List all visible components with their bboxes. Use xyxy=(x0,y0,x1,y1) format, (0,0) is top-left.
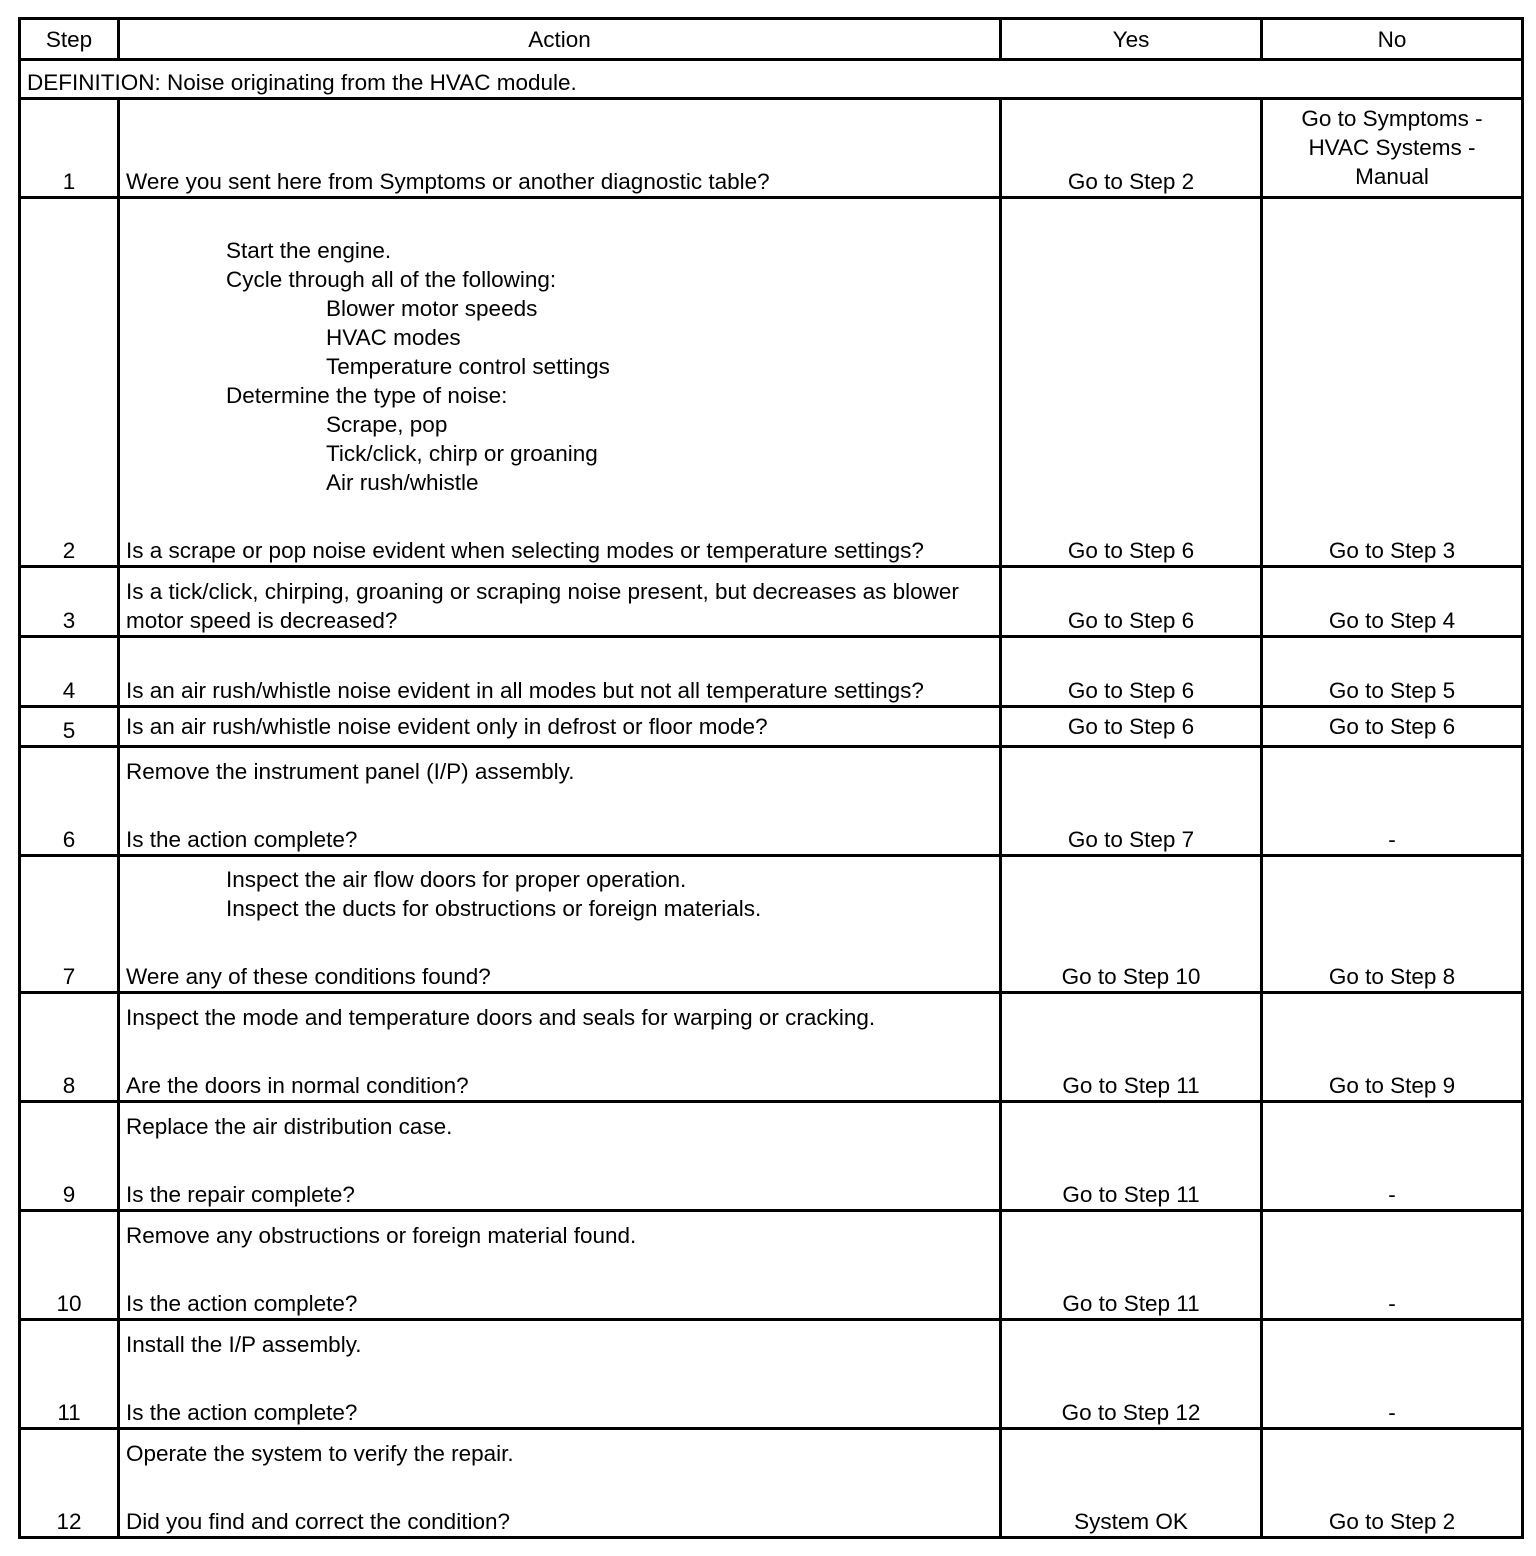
action-subline: HVAC modes xyxy=(326,325,461,350)
action-line: Remove any obstructions or foreign material found. xyxy=(126,1223,637,1248)
question-text: Is the action complete? xyxy=(126,1400,358,1425)
header-action: Action xyxy=(119,19,1001,60)
question-text: Are the doors in normal condition? xyxy=(126,1073,469,1098)
step-number: 4 xyxy=(20,637,119,707)
table-row xyxy=(20,1429,1523,1538)
table-row xyxy=(20,99,1523,198)
question-text: Is an air rush/whistle noise evident only in defrost or floor mode? xyxy=(126,714,768,739)
step-number: 6 xyxy=(20,747,119,856)
step-number: 8 xyxy=(20,993,119,1102)
action-cell xyxy=(119,707,1001,747)
no-cell: - xyxy=(1262,1211,1523,1320)
yes-cell: Go to Step 10 xyxy=(1001,856,1262,993)
yes-cell: Go to Step 6 xyxy=(1001,707,1262,747)
action-subline: Blower motor speeds xyxy=(326,296,538,321)
action-cell xyxy=(119,1102,1001,1211)
step-number: 3 xyxy=(20,567,119,637)
step-number: 11 xyxy=(20,1320,119,1429)
action-cell xyxy=(119,1320,1001,1429)
header-step: Step xyxy=(20,19,119,60)
header-yes: Yes xyxy=(1001,19,1262,60)
question-text: Is an air rush/whistle noise evident in all modes but not all temperature settings? xyxy=(126,678,924,703)
action-line: Determine the type of noise: xyxy=(226,383,508,408)
no-cell: - xyxy=(1262,1102,1523,1211)
table-row xyxy=(20,707,1523,747)
no-cell: Go to Step 9 xyxy=(1262,993,1523,1102)
step-number: 9 xyxy=(20,1102,119,1211)
question-text: Did you find and correct the condition? xyxy=(126,1509,510,1534)
step-number: 5 xyxy=(20,707,119,747)
no-cell: - xyxy=(1262,747,1523,856)
no-cell: Go to Symptoms - HVAC Systems - Manual xyxy=(1262,99,1523,198)
action-subline: Temperature control settings xyxy=(326,354,610,379)
action-cell xyxy=(119,993,1001,1102)
action-line: Inspect the ducts for obstructions or foreign materials. xyxy=(226,896,762,921)
action-cell xyxy=(119,567,1001,637)
question-text: Is a scrape or pop noise evident when selecting modes or temperature settings? xyxy=(126,538,924,563)
no-cell: Go to Step 8 xyxy=(1262,856,1523,993)
action-cell xyxy=(119,637,1001,707)
action-line: Remove the instrument panel (I/P) assembly. xyxy=(126,759,575,784)
step-number: 2 xyxy=(20,198,119,567)
yes-cell: System OK xyxy=(1001,1429,1262,1538)
no-cell: - xyxy=(1262,1320,1523,1429)
diagnostic-table xyxy=(18,17,1524,1539)
table-row xyxy=(20,1320,1523,1429)
no-cell: Go to Step 2 xyxy=(1262,1429,1523,1538)
action-cell xyxy=(119,99,1001,198)
table-row xyxy=(20,198,1523,567)
yes-cell: Go to Step 12 xyxy=(1001,1320,1262,1429)
header-no: No xyxy=(1262,19,1523,60)
table-row xyxy=(20,1211,1523,1320)
no-cell: Go to Step 3 xyxy=(1262,198,1523,567)
question-text: Were any of these conditions found? xyxy=(126,964,491,989)
action-line: Start the engine. xyxy=(226,238,392,263)
yes-cell: Go to Step 6 xyxy=(1001,198,1262,567)
action-cell xyxy=(119,198,1001,567)
action-line: Cycle through all of the following: xyxy=(226,267,557,292)
step-number: 10 xyxy=(20,1211,119,1320)
action-cell xyxy=(119,747,1001,856)
no-cell: Go to Step 6 xyxy=(1262,707,1523,747)
table-row xyxy=(20,856,1523,993)
table-row xyxy=(20,637,1523,707)
action-line: Inspect the mode and temperature doors and seals for warping or cracking. xyxy=(126,1005,876,1030)
table-row xyxy=(20,1102,1523,1211)
action-subline: Tick/click, chirp or groaning xyxy=(326,441,598,466)
definition-text: DEFINITION: Noise originating from the HVAC module. xyxy=(20,60,1523,99)
action-line: Operate the system to verify the repair. xyxy=(126,1441,514,1466)
yes-cell: Go to Step 6 xyxy=(1001,567,1262,637)
yes-cell: Go to Step 7 xyxy=(1001,747,1262,856)
definition-row xyxy=(20,60,1523,99)
question-text: Is a tick/click, chirping, groaning or scraping noise present, but decreases as blower motor speed is decreased? xyxy=(126,579,959,633)
action-cell xyxy=(119,1429,1001,1538)
no-cell: Go to Step 4 xyxy=(1262,567,1523,637)
step-number: 7 xyxy=(20,856,119,993)
action-subline: Scrape, pop xyxy=(326,412,448,437)
question-text: Is the repair complete? xyxy=(126,1182,355,1207)
yes-cell: Go to Step 11 xyxy=(1001,1211,1262,1320)
step-number: 12 xyxy=(20,1429,119,1538)
action-line: Install the I/P assembly. xyxy=(126,1332,362,1357)
table-row xyxy=(20,567,1523,637)
table-header-row xyxy=(20,19,1523,60)
action-line: Inspect the air flow doors for proper operation. xyxy=(226,867,687,892)
question-text: Is the action complete? xyxy=(126,1291,358,1316)
yes-cell: Go to Step 6 xyxy=(1001,637,1262,707)
question-text: Is the action complete? xyxy=(126,827,358,852)
diagnostic-table-container xyxy=(18,17,1521,1539)
yes-cell: Go to Step 11 xyxy=(1001,1102,1262,1211)
action-subline: Air rush/whistle xyxy=(326,470,479,495)
step-number: 1 xyxy=(20,99,119,198)
action-line: Replace the air distribution case. xyxy=(126,1114,453,1139)
action-cell xyxy=(119,1211,1001,1320)
yes-cell: Go to Step 2 xyxy=(1001,99,1262,198)
yes-cell: Go to Step 11 xyxy=(1001,993,1262,1102)
table-row xyxy=(20,993,1523,1102)
action-cell xyxy=(119,856,1001,993)
no-cell: Go to Step 5 xyxy=(1262,637,1523,707)
table-row xyxy=(20,747,1523,856)
question-text: Were you sent here from Symptoms or another diagnostic table? xyxy=(126,169,770,194)
